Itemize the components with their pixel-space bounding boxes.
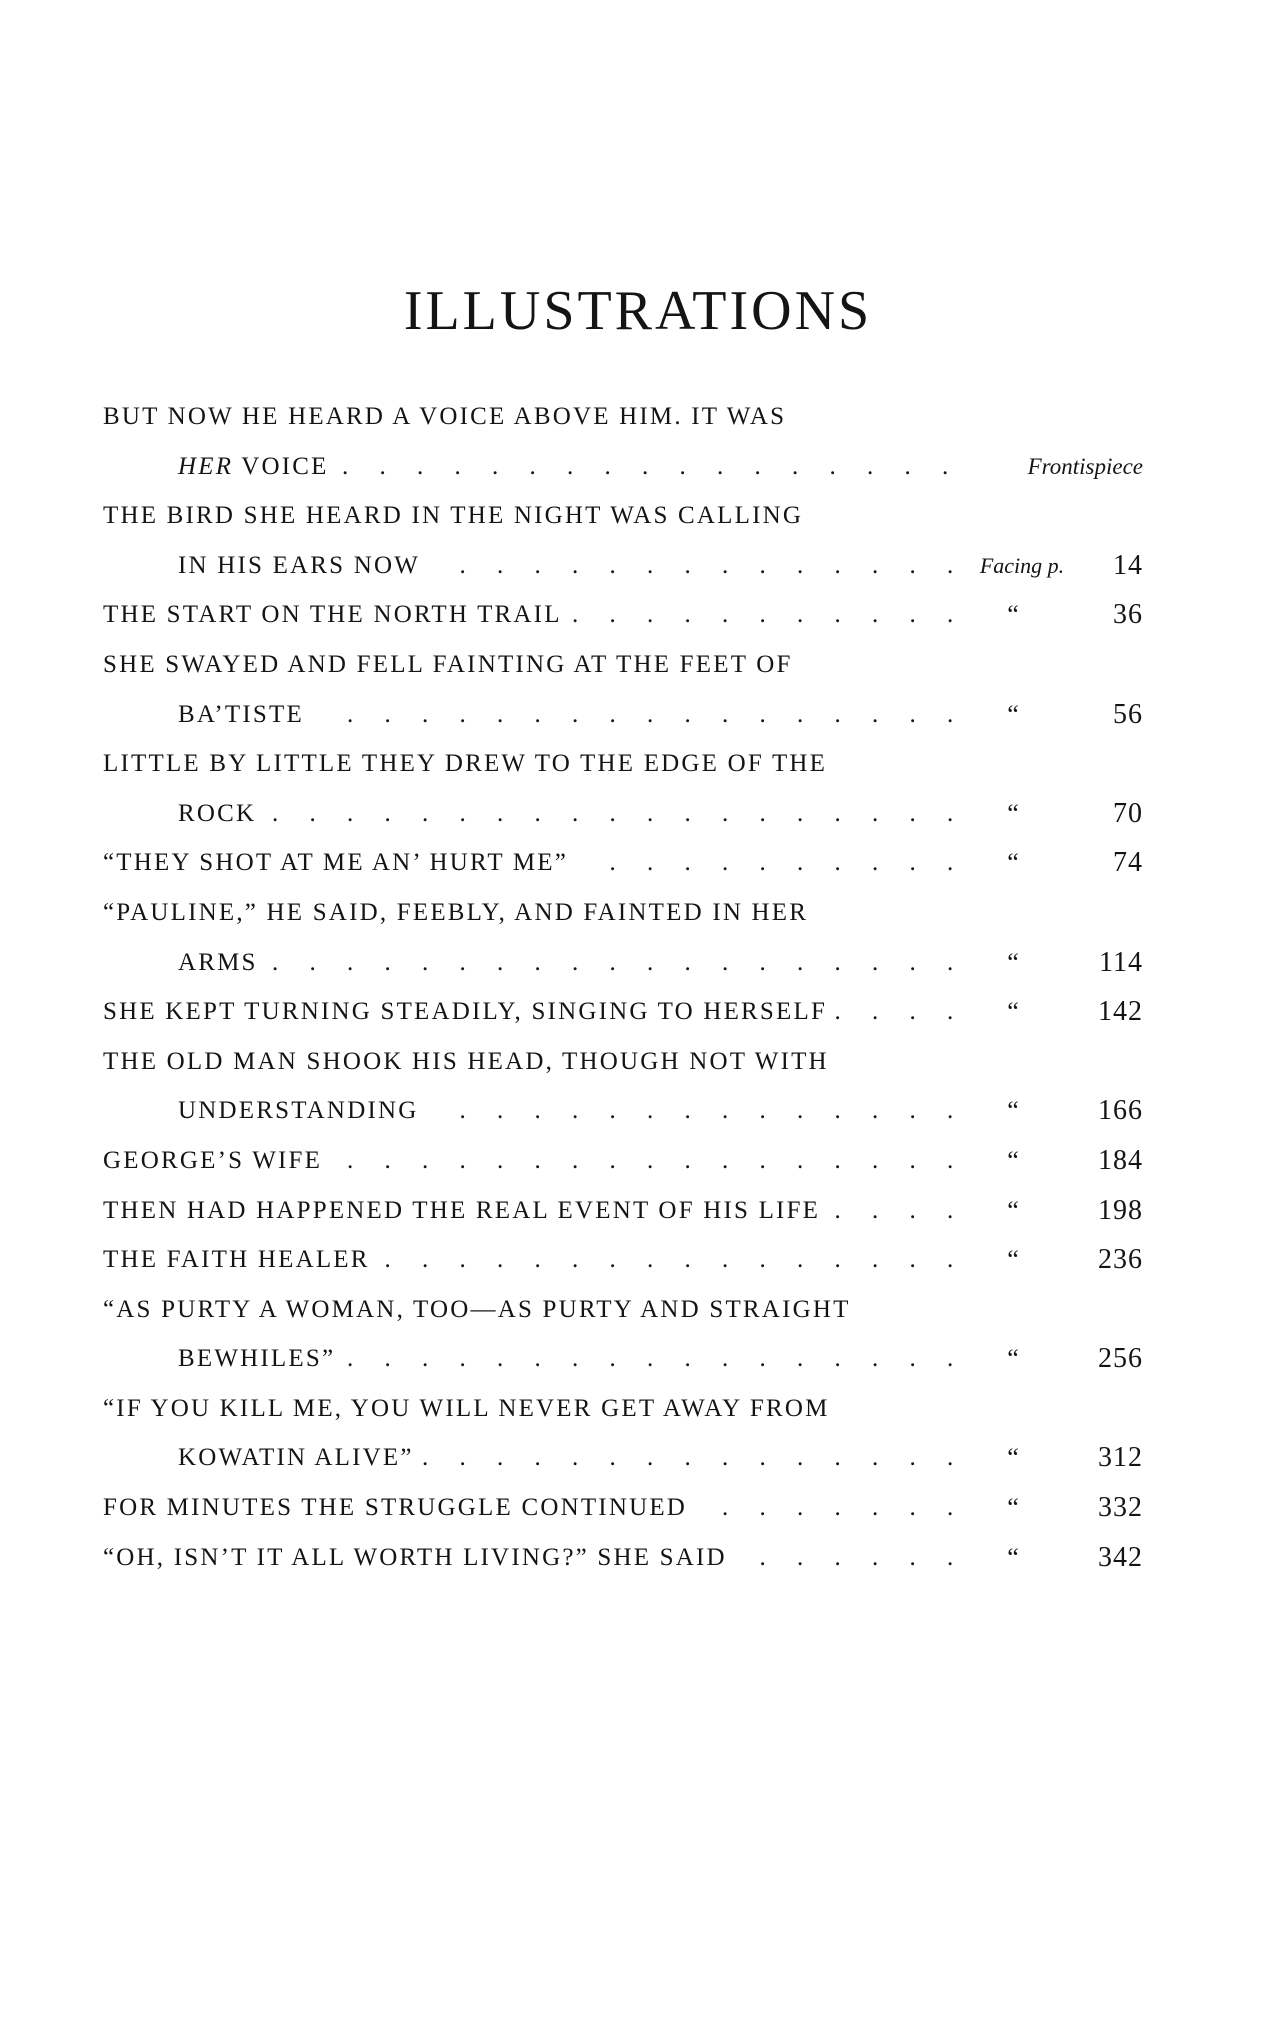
illustration-caption: THE START ON THE NORTH TRAIL: [103, 601, 562, 629]
entry-line: [103, 541, 1143, 591]
ditto-mark: “: [1007, 1195, 1019, 1225]
page-number: 36: [1113, 599, 1143, 631]
entry-line: [103, 590, 1143, 640]
ditto-mark: “: [1007, 1542, 1019, 1572]
entry-line: [103, 987, 1143, 1037]
plate-reference: Facing p.: [979, 552, 1065, 578]
page-number: 184: [1098, 1144, 1143, 1176]
page-number: 312: [1098, 1442, 1143, 1474]
page-number: 166: [1098, 1095, 1143, 1127]
ditto-mark: “: [1007, 798, 1019, 828]
page-number: 332: [1098, 1492, 1143, 1524]
illustration-entry: [103, 1037, 1143, 1136]
entry-line: [103, 1334, 1143, 1384]
entry-line: [103, 442, 1143, 492]
illustration-caption: “THEY SHOT AT ME AN’ HURT ME”: [103, 849, 569, 877]
leader-dots: . . . . . . . . . . . . . .: [459, 1097, 954, 1125]
illustration-caption: KOWATIN ALIVE”: [178, 1444, 414, 1472]
entry-line: [103, 690, 1143, 740]
entry-line: [103, 938, 1143, 988]
illustration-entry: [103, 838, 1143, 888]
illustration-caption: UNDERSTANDING: [178, 1097, 419, 1125]
illustration-caption: “PAULINE,” HE SAID, FEEBLY, AND FAINTED IN HER: [103, 898, 809, 926]
illustration-caption: THEN HAD HAPPENED THE REAL EVENT OF HIS LIFE: [103, 1196, 821, 1224]
page-title: ILLUSTRATIONS: [403, 280, 873, 342]
ditto-mark: “: [1007, 1493, 1019, 1523]
entry-line: [103, 1037, 1143, 1087]
leader-dots: . . . . . . .: [722, 1494, 954, 1522]
illustration-caption: THE FAITH HEALER: [103, 1246, 370, 1274]
illustration-caption: BEWHILES”: [178, 1345, 336, 1373]
entry-line: [103, 789, 1143, 839]
entry-line: [103, 1235, 1143, 1285]
illustration-caption: IN HIS EARS NOW: [178, 551, 421, 579]
page-number: 236: [1098, 1244, 1143, 1276]
leader-dots: . . . . . . . . . . . . . . . . . . .: [272, 948, 954, 976]
entry-line: [103, 1086, 1143, 1136]
ditto-mark: “: [1007, 848, 1019, 878]
ditto-mark: “: [1007, 1443, 1019, 1473]
illustrations-list: [103, 392, 1143, 1582]
page-number: 256: [1098, 1343, 1143, 1375]
illustration-entry: [103, 1186, 1143, 1236]
leader-dots: . . . . . . . . . . . . . . . .: [384, 1246, 954, 1274]
page-number: 198: [1098, 1194, 1143, 1226]
leader-dots: . . . . . . . . . . . . . . . . . . .: [272, 799, 954, 827]
illustration-caption: GEORGE’S WIFE: [103, 1146, 323, 1174]
illustration-entry: [103, 640, 1143, 739]
illustration-entry: [103, 1483, 1143, 1533]
entry-line: [103, 1433, 1143, 1483]
illustration-caption: SHE KEPT TURNING STEADILY, SINGING TO HERSELF: [103, 998, 828, 1026]
leader-dots: . . . . . . . . . . . . . . . . .: [347, 1345, 954, 1373]
illustration-entry: [103, 1235, 1143, 1285]
ditto-mark: “: [1007, 997, 1019, 1027]
illustration-caption: ARMS: [178, 948, 258, 976]
entry-line: [103, 1384, 1143, 1434]
entry-line: [103, 888, 1143, 938]
page-number: 56: [1113, 698, 1143, 730]
illustration-caption: BUT NOW HE HEARD A VOICE ABOVE HIM. IT WAS: [103, 403, 787, 430]
entry-line: [103, 491, 1143, 541]
ditto-mark: “: [1007, 699, 1019, 729]
entry-line: [103, 739, 1143, 789]
illustration-caption: BA’TISTE: [178, 700, 304, 728]
leader-dots: . . . . . . . . . . . . . . .: [422, 1444, 954, 1472]
illustration-entry: [103, 1533, 1143, 1583]
page-number: 142: [1098, 996, 1143, 1028]
entry-line: [103, 1533, 1143, 1583]
ditto-mark: “: [1007, 1344, 1019, 1374]
illustration-caption: HER VOICE: [178, 452, 329, 480]
illustration-entry: [103, 491, 1143, 590]
entry-line: [103, 392, 1143, 442]
illustration-caption: “IF YOU KILL ME, YOU WILL NEVER GET AWAY FROM: [103, 1394, 830, 1422]
leader-dots: . . . .: [834, 998, 954, 1026]
page-number: 70: [1113, 797, 1143, 829]
entry-line: [103, 1483, 1143, 1533]
ditto-mark: “: [1007, 600, 1019, 630]
leader-dots: . . . . . . . . . . .: [572, 601, 954, 629]
illustration-entry: [103, 987, 1143, 1037]
ditto-mark: “: [1007, 1096, 1019, 1126]
page-number: 14: [1113, 549, 1143, 581]
illustration-entry: [103, 888, 1143, 987]
leader-dots: . . . . . . . . . . . . . .: [459, 551, 954, 579]
page-number: 342: [1098, 1541, 1143, 1573]
entry-line: [103, 1136, 1143, 1186]
ditto-mark: “: [1007, 947, 1019, 977]
illustration-entry: [103, 392, 1143, 491]
illustration-entry: [103, 1384, 1143, 1483]
entry-line: [103, 838, 1143, 888]
entry-line: [103, 640, 1143, 690]
leader-dots: . . . .: [834, 1196, 954, 1224]
page-number: 74: [1113, 847, 1143, 879]
illustration-caption: THE BIRD SHE HEARD IN THE NIGHT WAS CALLING: [103, 502, 804, 530]
illustration-caption: ROCK: [178, 799, 257, 827]
leader-dots: . . . . . . . . . .: [609, 849, 954, 877]
illustration-entry: [103, 739, 1143, 838]
illustration-entry: [103, 590, 1143, 640]
illustration-caption: FOR MINUTES THE STRUGGLE CONTINUED: [103, 1494, 688, 1522]
ditto-mark: “: [1007, 1145, 1019, 1175]
leader-dots: . . . . . . . . . . . . . . . . .: [347, 1146, 954, 1174]
illustration-caption: THE OLD MAN SHOOK HIS HEAD, THOUGH NOT WITH: [103, 1047, 829, 1075]
leader-dots: . . . . . . . . . . . . . . . . .: [347, 700, 954, 728]
ditto-mark: “: [1007, 1245, 1019, 1275]
illustration-caption: SHE SWAYED AND FELL FAINTING AT THE FEET OF: [103, 650, 793, 678]
entry-line: [103, 1186, 1143, 1236]
illustration-entry: [103, 1136, 1143, 1186]
illustration-caption: “OH, ISN’T IT ALL WORTH LIVING?” SHE SAID: [103, 1543, 727, 1571]
illustration-caption: “AS PURTY A WOMAN, TOO—AS PURTY AND STRAIGHT: [103, 1295, 851, 1323]
leader-dots: . . . . . .: [759, 1543, 954, 1571]
plate-reference: Frontispiece: [1027, 453, 1143, 479]
entry-line: [103, 1285, 1143, 1335]
leader-dots: . . . . . . . . . . . . . . . . .: [342, 452, 949, 480]
illustration-entry: [103, 1285, 1143, 1384]
illustration-caption: LITTLE BY LITTLE THEY DREW TO THE EDGE OF THE: [103, 750, 828, 778]
page-number: 114: [1099, 946, 1143, 978]
